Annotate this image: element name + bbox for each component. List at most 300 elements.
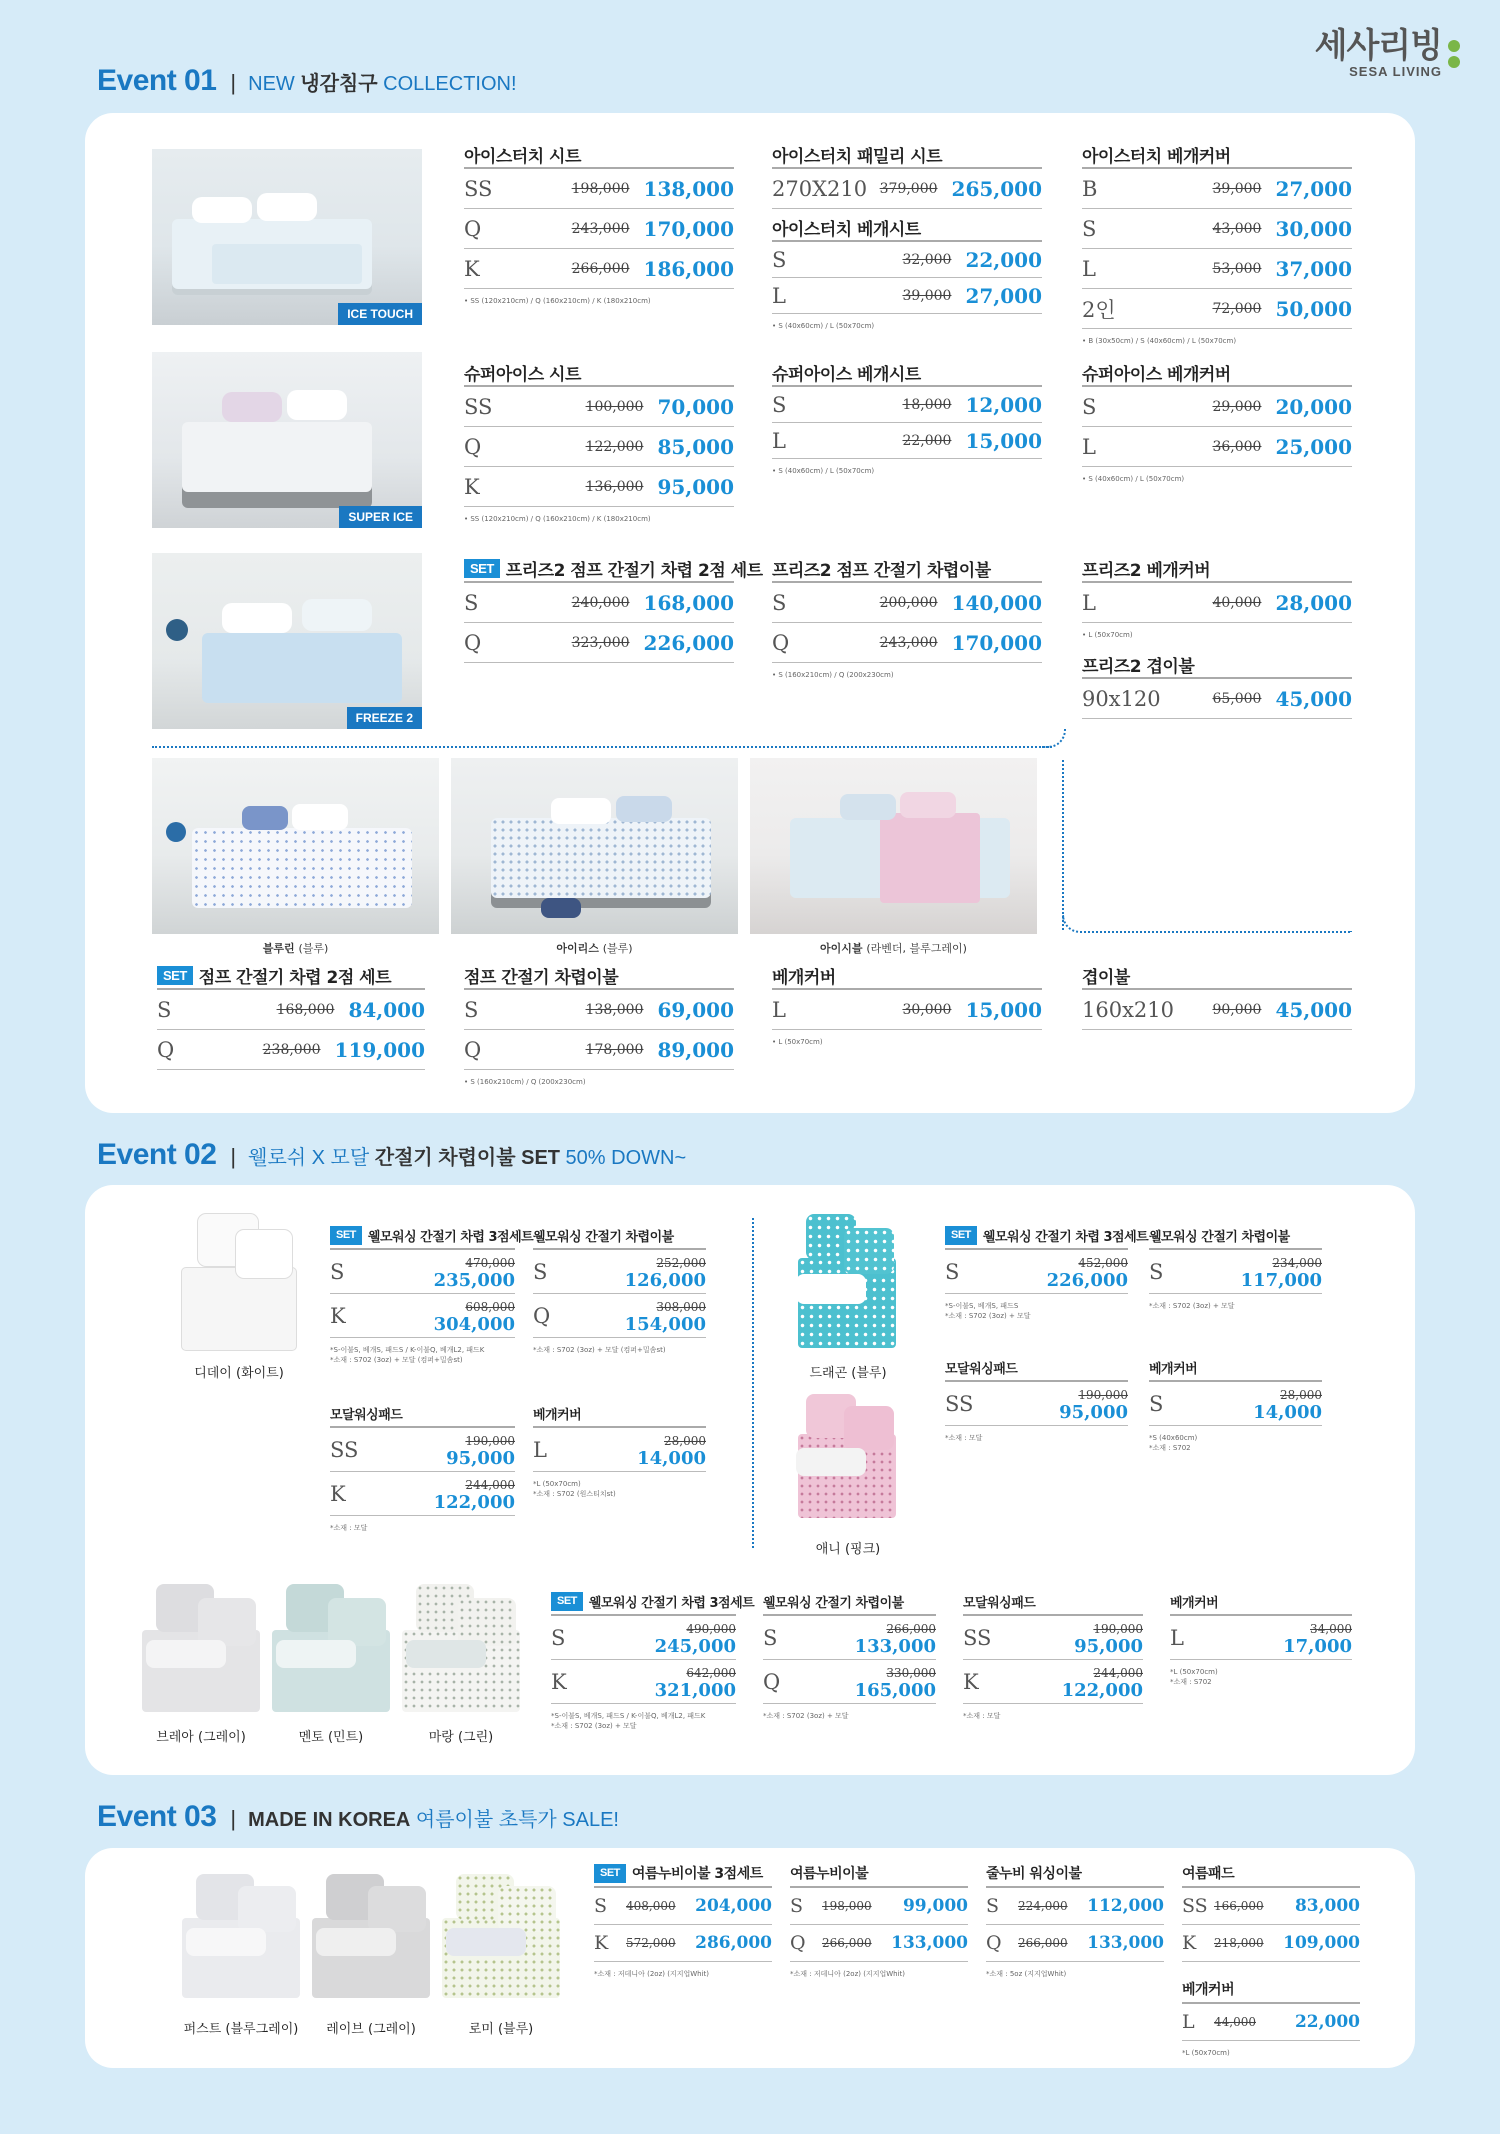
original-price: 43,000	[1212, 220, 1262, 237]
sale-price: 22,000	[965, 247, 1042, 272]
price-row	[330, 1428, 515, 1472]
size-label: S	[157, 997, 172, 1022]
e2-a-set-block	[330, 1222, 534, 1365]
size-label: S	[464, 997, 479, 1022]
mento-caption: 멘토 (민트)	[298, 1730, 364, 1745]
original-price: 252,000	[656, 1255, 706, 1270]
sale-price: 133,000	[854, 1635, 936, 1657]
ice-pillowcover-block	[1082, 141, 1352, 346]
price-row	[772, 623, 1042, 663]
jump-quilt-block	[1082, 962, 1352, 1030]
sale-price: 265,000	[951, 176, 1042, 201]
price-row	[594, 1888, 772, 1925]
price-row	[464, 427, 734, 467]
sale-price: 45,000	[1275, 686, 1352, 711]
sale-price: 304,000	[433, 1313, 515, 1335]
price-row	[763, 1616, 936, 1660]
block-note: *소재 : S702	[1149, 1444, 1191, 1452]
original-price: 198,000	[571, 180, 630, 197]
rave-image	[310, 1868, 432, 2004]
price-row	[945, 1250, 1128, 1294]
block-title: 아이스터치 시트	[464, 141, 734, 169]
event3-number: Event 03	[97, 1800, 217, 1833]
iris-caption: 아이리스 (블루)	[556, 942, 633, 955]
block-note: *S-이불S, 베개S, 패드S / K-이불Q, 베개L2, 패드K	[551, 1712, 706, 1720]
block-note: • SS (120x210cm) / Q (160x210cm) / K (180x210cm)	[464, 515, 651, 523]
block-title: 아이스터치 패밀리 시트	[772, 141, 1042, 169]
size-label: L	[1170, 1625, 1184, 1650]
size-label: Q	[790, 1932, 806, 1954]
size-label: S	[945, 1259, 960, 1284]
size-label: SS	[464, 394, 493, 419]
original-price: 29,000	[1212, 398, 1262, 415]
block-title: 베개커버	[1182, 1976, 1360, 2004]
sale-price: 15,000	[965, 428, 1042, 453]
original-price: 224,000	[1018, 1899, 1068, 1913]
size-label: K	[330, 1303, 346, 1328]
sale-price: 14,000	[637, 1447, 706, 1469]
size-label: Q	[533, 1303, 551, 1328]
block-title: 모달워싱패드	[945, 1354, 1128, 1382]
size-label: 270X210	[772, 176, 868, 201]
original-price: 308,000	[656, 1299, 706, 1314]
original-price: 240,000	[571, 594, 630, 611]
e2-a-blanket-block	[533, 1222, 706, 1355]
sale-price: 138,000	[643, 176, 734, 201]
block-note: *L (50x70cm)	[1182, 2049, 1230, 2057]
block-note: • L (50x70cm)	[772, 1038, 823, 1046]
block-title: 프리즈2 베개커버	[1082, 555, 1352, 583]
block-note: *소재 : 모달	[945, 1434, 983, 1442]
size-label: K	[551, 1669, 567, 1694]
e3-set-block	[594, 1860, 772, 1979]
size-label: SS	[330, 1437, 359, 1462]
block-title: 프리즈2 겹이불	[1082, 651, 1352, 679]
price-row	[533, 1428, 706, 1472]
sale-price: 84,000	[348, 997, 425, 1022]
original-price: 166,000	[1214, 1899, 1264, 1913]
price-row	[464, 583, 734, 623]
e2-c-set-block	[551, 1588, 755, 1731]
sale-price: 95,000	[1059, 1401, 1128, 1423]
block-note: *소재 : S702 (3oz) + 모달 (컴퍼+밀솜st)	[533, 1346, 666, 1354]
block-note: *소재 : S702 (3oz) + 모달 (컴퍼+밀솜st)	[330, 1356, 463, 1364]
size-label: SS	[1182, 1895, 1208, 1917]
size-label: S	[594, 1895, 608, 1917]
event2-number: Event 02	[97, 1138, 217, 1171]
size-label: Q	[763, 1669, 781, 1694]
block-title: 프리즈2 점프 간절기 차렵이불	[772, 555, 1042, 583]
original-price: 34,000	[1310, 1621, 1352, 1636]
block-title: 베개커버	[1170, 1588, 1352, 1616]
original-price: 266,000	[886, 1621, 936, 1636]
sale-price: 154,000	[624, 1313, 706, 1335]
size-label: Q	[464, 216, 482, 241]
size-label: L	[1082, 590, 1096, 615]
price-row	[963, 1660, 1143, 1704]
block-title: 베개커버	[772, 962, 1042, 990]
super-ice-photo	[152, 352, 422, 528]
size-label: K	[1182, 1932, 1197, 1954]
iris-photo	[451, 758, 738, 934]
price-row	[330, 1472, 515, 1516]
price-row	[464, 249, 734, 289]
size-label: L	[533, 1437, 547, 1462]
size-label: L	[772, 997, 786, 1022]
original-price: 122,000	[585, 438, 644, 455]
sale-price: 85,000	[657, 434, 734, 459]
price-row	[551, 1616, 736, 1660]
block-title: 슈퍼아이스 시트	[464, 359, 734, 387]
sale-price: 140,000	[951, 590, 1042, 615]
sale-price: 133,000	[1087, 1933, 1164, 1953]
logo-dots-icon	[1448, 40, 1460, 68]
size-label: S	[330, 1259, 345, 1284]
sale-price: 170,000	[643, 216, 734, 241]
brea-caption: 브레아 (그레이)	[156, 1730, 246, 1745]
block-title: SET 점프 간절기 차렵 2점 세트	[157, 962, 425, 990]
size-label: 160x210	[1082, 997, 1175, 1022]
original-price: 470,000	[465, 1255, 515, 1270]
block-note: *S-이불S, 베개S, 패드S	[945, 1302, 1019, 1310]
jump-set-block	[157, 962, 425, 1070]
original-price: 243,000	[879, 634, 938, 651]
sale-price: 37,000	[1275, 256, 1352, 281]
ice-pillowsheet-block	[772, 214, 1042, 331]
size-label: L	[1082, 434, 1096, 459]
ice-family-block	[772, 141, 1042, 209]
original-price: 65,000	[1212, 690, 1262, 707]
price-row	[464, 990, 734, 1030]
price-row	[330, 1294, 515, 1338]
original-price: 323,000	[571, 634, 630, 651]
size-label: B	[1082, 176, 1098, 201]
sale-price: 95,000	[1074, 1635, 1143, 1657]
block-title: 모달워싱패드	[963, 1588, 1143, 1616]
block-title: 줄누비 워싱이불	[986, 1860, 1164, 1888]
size-label: Q	[464, 630, 482, 655]
original-price: 379,000	[879, 180, 938, 197]
bluerin-photo	[152, 758, 439, 934]
price-row	[772, 242, 1042, 278]
price-row	[1082, 289, 1352, 329]
jump-blanket-block	[464, 962, 734, 1087]
block-note: *소재 : S702 (3oz) + 모달	[1149, 1302, 1235, 1310]
size-label: S	[772, 392, 787, 417]
original-price: 28,000	[664, 1433, 706, 1448]
original-price: 244,000	[1093, 1665, 1143, 1680]
block-note: • S (160x210cm) / Q (200x230cm)	[772, 671, 894, 679]
price-row	[772, 990, 1042, 1030]
event2-title: 웰로쉬 X 모달 간절기 차렵이불 SET 50% DOWN~	[248, 1147, 687, 1169]
brea-image	[140, 1578, 262, 1718]
size-label: K	[464, 256, 480, 281]
price-row	[1170, 1616, 1352, 1660]
ice-sheet-block	[464, 141, 734, 306]
ice-touch-tag: ICE TOUCH	[338, 303, 422, 325]
super-pillowsheet-block	[772, 359, 1042, 476]
block-title: SET 웰모워싱 간절기 차렵 3점세트	[551, 1588, 736, 1616]
size-label: S	[986, 1895, 1000, 1917]
size-label: 90x120	[1082, 686, 1161, 711]
price-row	[330, 1250, 515, 1294]
price-row	[1082, 209, 1352, 249]
original-price: 138,000	[585, 1001, 644, 1018]
price-row	[1182, 1888, 1360, 1925]
freeze2-tag: FREEZE 2	[347, 707, 422, 729]
original-price: 243,000	[571, 220, 630, 237]
sale-price: 83,000	[1294, 1896, 1360, 1916]
mento-image	[270, 1578, 392, 1718]
dday-caption: 디데이 (화이트)	[194, 1366, 284, 1381]
size-label: S	[790, 1895, 804, 1917]
logo-korean: 세사리빙	[1314, 26, 1442, 66]
sale-price: 226,000	[1046, 1269, 1128, 1291]
block-title: 점프 간절기 차렵이불	[464, 962, 734, 990]
original-price: 36,000	[1212, 438, 1262, 455]
sale-price: 89,000	[657, 1037, 734, 1062]
price-row	[1082, 583, 1352, 623]
size-label: L	[772, 428, 786, 453]
original-price: 200,000	[879, 594, 938, 611]
size-label: S	[772, 590, 787, 615]
block-note: *L (50x70cm)	[533, 1480, 581, 1488]
size-label: S	[763, 1625, 778, 1650]
sale-price: 170,000	[951, 630, 1042, 655]
sale-price: 27,000	[1275, 176, 1352, 201]
original-price: 136,000	[585, 478, 644, 495]
first-caption: 퍼스트 (블루그레이)	[183, 2022, 299, 2037]
block-title: 아이스터치 베개시트	[772, 214, 1042, 242]
ice-touch-photo	[152, 149, 422, 325]
price-row	[464, 1030, 734, 1070]
block-title: 슈퍼아이스 베개시트	[772, 359, 1042, 387]
logo-english: SESA LIVING	[1349, 64, 1442, 79]
size-label: Q	[464, 434, 482, 459]
size-label: S	[1082, 216, 1097, 241]
e2-b-blanket-block	[1149, 1222, 1322, 1311]
sale-price: 186,000	[643, 256, 734, 281]
price-row	[963, 1616, 1143, 1660]
block-title: SET 프리즈2 점프 간절기 차렵 2점 세트	[464, 555, 734, 583]
size-label: K	[330, 1481, 346, 1506]
price-row	[1182, 2004, 1360, 2041]
dday-image	[178, 1208, 300, 1356]
block-note: • SS (120x210cm) / Q (160x210cm) / K (180x210cm)	[464, 297, 651, 305]
sale-price: 69,000	[657, 997, 734, 1022]
original-price: 490,000	[686, 1621, 736, 1636]
event3-title: MADE IN KOREA 여름이불 초특가 SALE!	[248, 1809, 619, 1831]
original-price: 178,000	[585, 1041, 644, 1058]
size-label: 2인	[1082, 297, 1116, 322]
price-row	[772, 278, 1042, 314]
sale-price: 28,000	[1275, 590, 1352, 615]
price-row	[790, 1925, 968, 1962]
price-row	[533, 1250, 706, 1294]
price-row	[464, 169, 734, 209]
sale-price: 226,000	[643, 630, 734, 655]
e2-b-pad-block	[945, 1354, 1128, 1443]
size-label: SS	[945, 1391, 974, 1416]
size-label: K	[464, 474, 480, 499]
price-row	[157, 1030, 425, 1070]
price-row	[763, 1660, 936, 1704]
jump-pillowcover-block	[772, 962, 1042, 1047]
block-title: 겹이불	[1082, 962, 1352, 990]
price-row	[1082, 249, 1352, 289]
marang-caption: 마랑 (그린)	[428, 1730, 494, 1745]
size-label: L	[1182, 2011, 1195, 2033]
sale-price: 165,000	[854, 1679, 936, 1701]
original-price: 168,000	[276, 1001, 335, 1018]
price-row	[986, 1925, 1164, 1962]
e3-stripe-block	[986, 1860, 1164, 1979]
block-note: • S (40x60cm) / L (50x70cm)	[1082, 475, 1185, 483]
original-price: 72,000	[1212, 300, 1262, 317]
price-row	[464, 209, 734, 249]
sale-price: 95,000	[657, 474, 734, 499]
super-pillowcover-block	[1082, 359, 1352, 484]
price-row	[945, 1382, 1128, 1426]
original-price: 266,000	[822, 1936, 872, 1950]
icible-photo	[750, 758, 1037, 934]
super-ice-tag: SUPER ICE	[339, 506, 422, 528]
sale-price: 321,000	[654, 1679, 736, 1701]
original-price: 190,000	[1093, 1621, 1143, 1636]
price-row	[594, 1925, 772, 1962]
original-price: 39,000	[1212, 180, 1262, 197]
price-row	[464, 467, 734, 507]
e2-b-set-block	[945, 1222, 1149, 1321]
sale-price: 14,000	[1253, 1401, 1322, 1423]
marang-image	[400, 1578, 522, 1718]
annie-image	[796, 1388, 900, 1524]
block-note: *소재 : S702 (3oz) + 모달	[551, 1722, 637, 1730]
block-title: 슈퍼아이스 베개커버	[1082, 359, 1352, 387]
e2-c-blanket-block	[763, 1588, 936, 1721]
price-row	[772, 423, 1042, 459]
e3-blanket-block	[790, 1860, 968, 1979]
block-title: SET 여름누비이불 3점세트	[594, 1860, 772, 1888]
freeze-set-block	[464, 555, 763, 663]
original-price: 53,000	[1212, 260, 1262, 277]
size-label: Q	[772, 630, 790, 655]
size-label: L	[772, 283, 786, 308]
icible-caption: 아이시블 (라벤더, 블루그레이)	[820, 942, 967, 955]
size-label: Q	[464, 1037, 482, 1062]
e3-cover-block	[1182, 1976, 1360, 2058]
sale-price: 112,000	[1087, 1896, 1164, 1916]
sale-price: 168,000	[643, 590, 734, 615]
price-row	[772, 169, 1042, 209]
sale-price: 27,000	[965, 283, 1042, 308]
block-note: *소재 : 5oz (지지업Whit)	[986, 1970, 1067, 1978]
price-row	[790, 1888, 968, 1925]
sale-price: 17,000	[1283, 1635, 1352, 1657]
block-note: *소재 : S702 (3oz) + 모달	[945, 1312, 1031, 1320]
sale-price: 204,000	[695, 1896, 772, 1916]
price-row	[1182, 1925, 1360, 1962]
original-price: 452,000	[1078, 1255, 1128, 1270]
original-price: 330,000	[886, 1665, 936, 1680]
price-row	[1082, 169, 1352, 209]
price-row	[464, 387, 734, 427]
romi-image	[440, 1868, 562, 2004]
original-price: 218,000	[1214, 1936, 1264, 1950]
size-label: SS	[963, 1625, 992, 1650]
original-price: 100,000	[585, 398, 644, 415]
sale-price: 99,000	[902, 1896, 968, 1916]
block-title: 베개커버	[1149, 1354, 1322, 1382]
original-price: 266,000	[1018, 1936, 1068, 1950]
original-price: 30,000	[902, 1001, 952, 1018]
sale-price: 133,000	[891, 1933, 968, 1953]
size-label: S	[1149, 1391, 1164, 1416]
block-note: • S (40x60cm) / L (50x70cm)	[772, 322, 875, 330]
sale-price: 245,000	[654, 1635, 736, 1657]
size-label: S	[1149, 1259, 1164, 1284]
original-price: 198,000	[822, 1899, 872, 1913]
size-label: S	[772, 247, 787, 272]
original-price: 44,000	[1214, 2015, 1256, 2029]
original-price: 39,000	[902, 287, 952, 304]
sale-price: 117,000	[1240, 1269, 1322, 1291]
sale-price: 15,000	[965, 997, 1042, 1022]
size-label: S	[464, 590, 479, 615]
event1-header: Event 01 | NEW 냉감침구 COLLECTION!	[97, 64, 517, 97]
e2-c-pad-block	[963, 1588, 1143, 1721]
event2-header: Event 02 | 웰로쉬 X 모달 간절기 차렵이불 SET 50% DOWN~	[97, 1138, 687, 1171]
block-title: SET 웰모워싱 간절기 차렵 3점세트	[330, 1222, 515, 1250]
sale-price: 45,000	[1275, 997, 1352, 1022]
event3-header: Event 03 | MADE IN KOREA 여름이불 초특가 SALE!	[97, 1800, 619, 1833]
e2-c-cover-block	[1170, 1588, 1352, 1687]
block-title: 모달워싱패드	[330, 1400, 515, 1428]
freeze2-photo	[152, 553, 422, 729]
block-note: • S (40x60cm) / L (50x70cm)	[772, 467, 875, 475]
original-price: 642,000	[686, 1665, 736, 1680]
sale-price: 95,000	[446, 1447, 515, 1469]
price-row	[1082, 387, 1352, 427]
e2-a-cover-block	[533, 1400, 706, 1499]
event1-number: Event 01	[97, 64, 217, 97]
block-note: *소재 : 모달	[963, 1712, 1001, 1720]
sale-price: 12,000	[965, 392, 1042, 417]
freeze-quilt-block	[1082, 651, 1352, 719]
price-row	[772, 387, 1042, 423]
original-price: 18,000	[902, 396, 952, 413]
first-image	[180, 1868, 302, 2004]
size-label: SS	[464, 176, 493, 201]
price-row	[1149, 1250, 1322, 1294]
sale-price: 25,000	[1275, 434, 1352, 459]
bluerin-caption: 블루린 (블루)	[262, 942, 329, 955]
block-note: • L (50x70cm)	[1082, 631, 1133, 639]
size-label: Q	[986, 1932, 1002, 1954]
block-note: *소재 : 저데니아 (2oz) (지지업Whit)	[790, 1970, 905, 1978]
block-note: *소재 : 모달	[330, 1524, 368, 1532]
block-title: 여름누비이불	[790, 1860, 968, 1888]
block-note: • S (160x210cm) / Q (200x230cm)	[464, 1078, 586, 1086]
block-note: *소재 : 저데니아 (2oz) (지지업Whit)	[594, 1970, 709, 1978]
block-note: *S-이불S, 베개S, 패드S / K-이불Q, 베개L2, 패드K	[330, 1346, 485, 1354]
block-title: 여름패드	[1182, 1860, 1360, 1888]
price-row	[1082, 427, 1352, 467]
block-note: *L (50x70cm)	[1170, 1668, 1218, 1676]
original-price: 266,000	[571, 260, 630, 277]
block-title: 웰모워싱 간절기 차렵이불	[763, 1588, 936, 1616]
original-price: 244,000	[465, 1477, 515, 1492]
